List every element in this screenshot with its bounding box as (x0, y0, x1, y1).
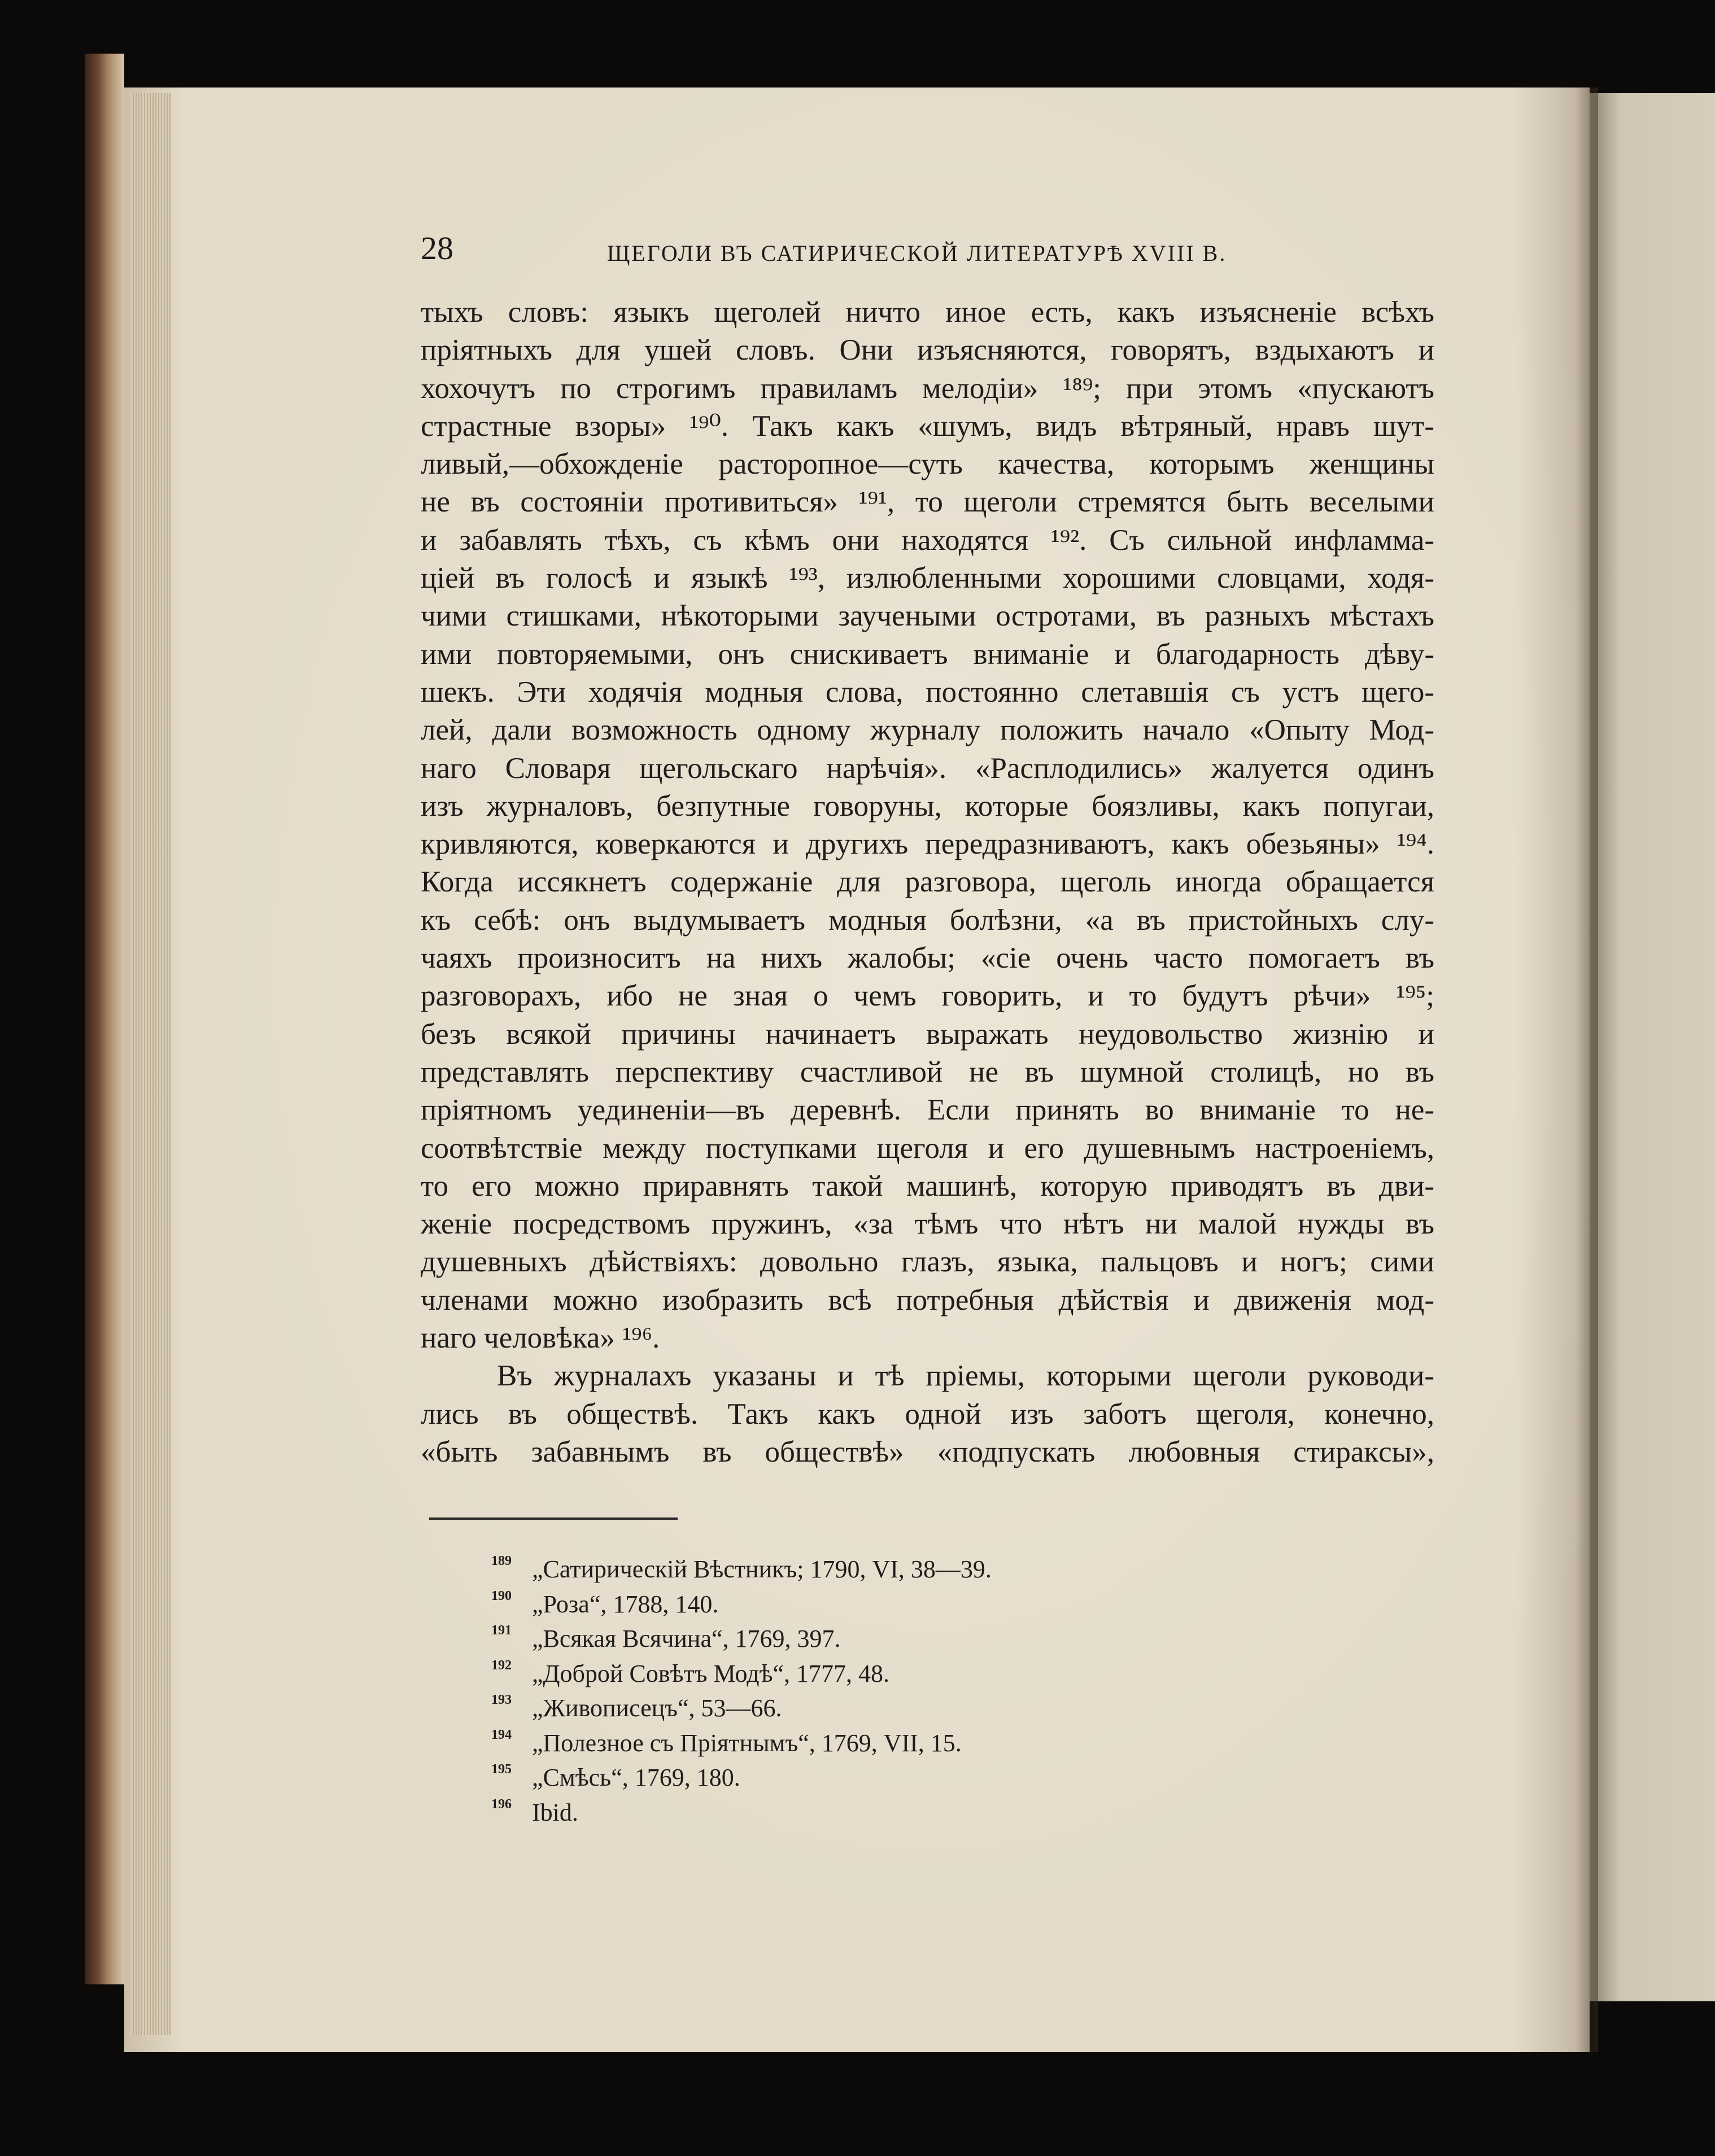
body-line: соотвѣтствіе между поступками щеголя и его душевнымъ настроеніемъ, (421, 1131, 1434, 1165)
page-header (421, 226, 1434, 277)
footnote-text: Ibid. (532, 1798, 578, 1826)
book-cover-edge (85, 54, 124, 1984)
body-line: чаяхъ произноситъ на нихъ жалобы; «сіе очень часто помогаетъ въ (421, 942, 1434, 975)
footnote-number: 194 (491, 1727, 512, 1742)
body-line: кривляются, коверкаются и другихъ передразниваютъ, какъ обезьяны» ¹⁹⁴. (421, 828, 1434, 861)
body-line: наго человѣка» ¹⁹⁶. (421, 1322, 660, 1355)
footnote-text: „Смѣсь“, 1769, 180. (532, 1764, 740, 1791)
body-line: къ себѣ: онъ выдумываетъ модныя болѣзни, «а въ пристойныхъ слу- (421, 903, 1434, 937)
body-line: безъ всякой причины начинаетъ выражать неудовольство жизнію и (421, 1017, 1434, 1051)
footnote-number: 193 (491, 1693, 512, 1707)
body-line: членами можно изобразить всѣ потребныя дѣйствія и движенія мод- (421, 1283, 1434, 1317)
footnote-number: 189 (491, 1554, 512, 1568)
body-line: «быть забавнымъ въ обществѣ» «подпускать любовныя стиракcы», (421, 1435, 1434, 1468)
body-line: пріятномъ уединеніи—въ деревнѣ. Если принять во вниманіе то не- (421, 1094, 1434, 1127)
body-line: представлять перспективу счастливой не въ шумной столицѣ, но въ (421, 1055, 1434, 1088)
body-line: Когда иссякнетъ содержаніе для разговора, щеголь иногда обращается (421, 865, 1434, 899)
body-line: душевныхъ дѣйствіяхъ: довольно глазъ, языка, пальцовъ и ногъ; сими (421, 1245, 1434, 1279)
footnote-number: 192 (491, 1658, 512, 1673)
footnotes (491, 1544, 992, 1826)
footnote-text: „Полезное съ Пріятнымъ“, 1769, VII, 15. (532, 1729, 962, 1757)
footnote-text: „Сатирическій Вѣстникъ; 1790, VI, 38—39. (532, 1555, 992, 1583)
footnote-item (491, 1648, 992, 1687)
body-line: чими стишками, нѣкоторыми заучеными остротами, въ разныхъ мѣстахъ (421, 600, 1434, 633)
footnote-item (491, 1683, 992, 1722)
body-line: и забавлять тѣхъ, съ кѣмъ они находятся ¹⁹². Съ сильной инфламма- (421, 523, 1434, 557)
footnote-item (491, 1579, 992, 1618)
footnote-number: 190 (491, 1588, 512, 1603)
body-line: то его можно приравнять такой машинѣ, которую приводятъ въ дви- (421, 1169, 1434, 1202)
footnote-text: „Доброй Совѣтъ Модѣ“, 1777, 48. (532, 1659, 890, 1687)
body-line: шекъ. Эти ходячія модныя слова, постоянно слетавшія съ устъ щего- (421, 675, 1434, 709)
page-number: 28 (421, 230, 453, 266)
body-line: пріятныхъ для ушей словъ. Они изъясняются, говорятъ, вздыхаютъ и (421, 334, 1434, 367)
body-line: не въ состояніи противиться» ¹⁹¹, то щеголи стремятся быть веселыми (421, 486, 1434, 519)
running-head: ЩЕГОЛИ ВЪ САТИРИЧЕСКОЙ ЛИТЕРАТУРѢ XVIII В. (607, 240, 1227, 266)
footnote-item (491, 1718, 992, 1757)
body-line: изъ журналовъ, безпутные говоруны, которые боязливы, какъ попугаи, (421, 789, 1434, 823)
page-stack-edge (131, 93, 171, 2035)
body-line: лей, дали возможность одному журналу положить начало «Опыту Мод- (421, 714, 1434, 747)
footnote-text: „Всякая Всячина“, 1769, 397. (532, 1625, 841, 1652)
facing-page-edge (1590, 93, 1715, 2001)
footnote-item (491, 1544, 992, 1583)
body-line: разговорахъ, ибо не зная о чемъ говорить, и то будутъ рѣчи» ¹⁹⁵; (421, 979, 1434, 1013)
body-line: тыхъ словъ: языкъ щеголей ничто иное есть, какъ изъясненіе всѣхъ (421, 296, 1434, 329)
body-line: ціей въ голосѣ и языкѣ ¹⁹³, излюбленными хорошими словцами, ходя- (421, 562, 1434, 595)
footnote-item (491, 1787, 992, 1826)
body-line: страстные взоры» ¹⁹⁰. Такъ какъ «шумъ, видъ вѣтряный, нравъ шут- (421, 409, 1434, 443)
body-line: лись въ обществѣ. Такъ какъ одной изъ заботъ щеголя, конечно, (421, 1397, 1434, 1431)
footnote-item (491, 1752, 992, 1791)
footnote-text: „Роза“, 1788, 140. (532, 1590, 719, 1618)
body-line: ими повторяемыми, онъ снискиваетъ вниманіе и благодарность дѣву- (421, 637, 1434, 671)
body-text (421, 294, 1434, 1471)
footnote-rule (429, 1517, 678, 1520)
body-line: ливый,—обхожденіе расторопное—суть качества, которымъ женщины (421, 448, 1434, 481)
body-line: Въ журналахъ указаны и тѣ пріемы, которыми щеголи руководи- (497, 1359, 1434, 1393)
footnote-text: „Живописецъ“, 53—66. (532, 1694, 782, 1722)
footnote-item (491, 1613, 992, 1652)
footnote-number: 195 (491, 1762, 512, 1777)
body-line: наго Словаря щегольскаго нарѣчія». «Расплодились» жалуется одинъ (421, 751, 1434, 785)
body-line: хохочутъ по строгимъ правиламъ мелодіи» ¹⁸⁹; при этомъ «пускаютъ (421, 371, 1434, 405)
footnote-number: 191 (491, 1623, 512, 1638)
footnote-number: 196 (491, 1796, 512, 1812)
body-line: женіе посредствомъ пружинъ, «за тѣмъ что нѣтъ ни малой нужды въ (421, 1208, 1434, 1241)
spine-shadow (1576, 88, 1598, 2052)
